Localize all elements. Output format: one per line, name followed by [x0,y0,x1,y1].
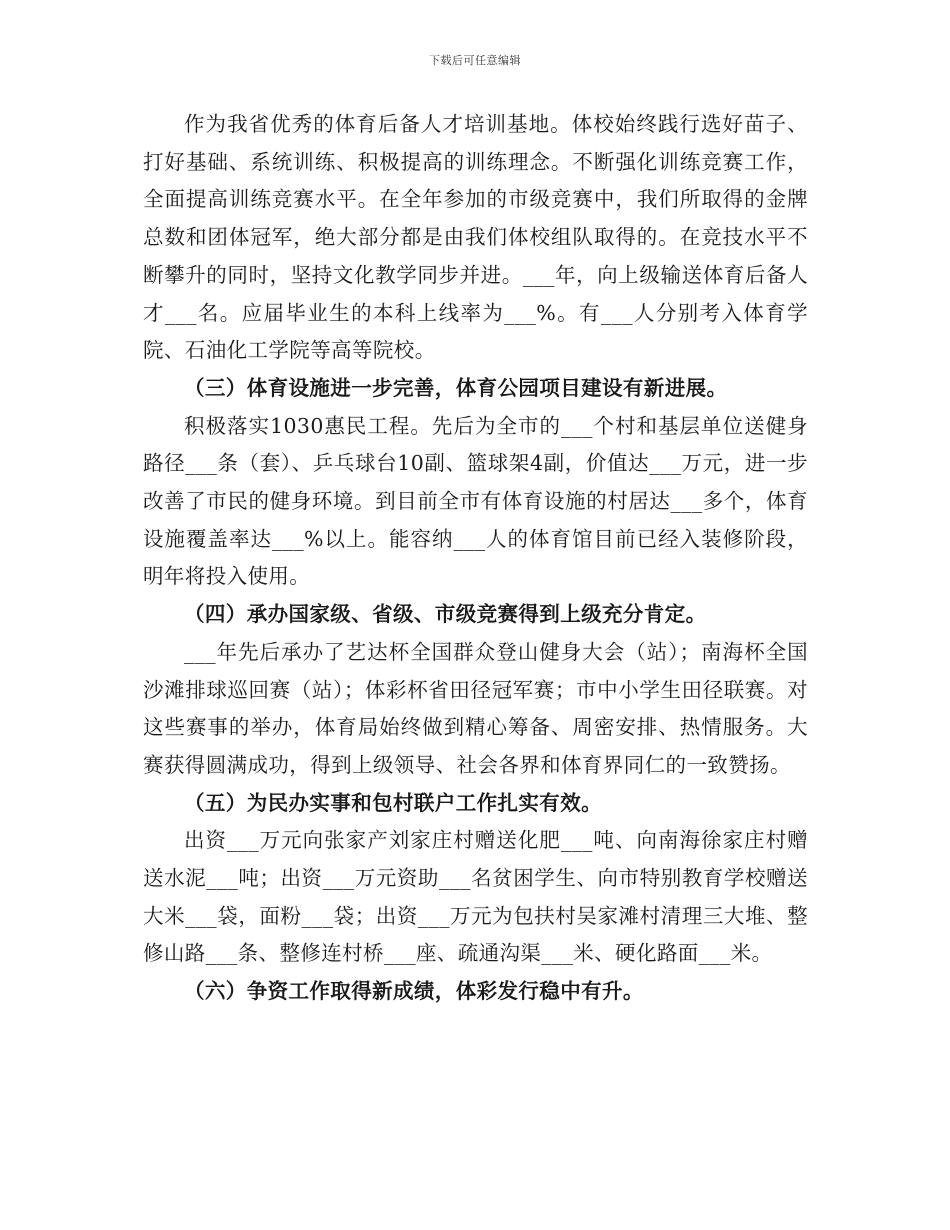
paragraph-public-service: 出资___万元向张家产刘家庄村赠送化肥___吨、向南海徐家庄村赠送水泥___吨；出资___万元资助___名贫困学生、向市特别教育学校赠送大米___袋，面粉___袋；出资___万元为包扶村吴家滩村清理三大堆、整修山路___条、整修连村桥___座、疏通沟渠___米、硬化路面___米。 [143,828,808,966]
section-heading-6: （六）争资工作取得新成绩，体彩发行稳中有升。 [184,979,644,1004]
paragraph-facilities: 积极落实1030惠民工程。先后为全市的___个村和基层单位送健身路径___条（套）、乒乓球台10副、篮球架4副，价值达___万元，进一步改善了市民的健身环境。到目前全市有体育设施的村居达___多个，体育设施覆盖率达___%以上。能容纳___人的体育馆目前已经入装修阶段，明年将投入使用。 [143,413,808,589]
section-heading-4: （四）承办国家级、省级、市级竞赛得到上级充分肯定。 [184,602,707,627]
page-header-note: 下载后可任意编辑 [429,54,521,67]
paragraph-training-base: 作为我省优秀的体育后备人才培训基地。体校始终践行选好苗子、打好基础、系统训练、积极提高的训练理念。不断强化训练竞赛工作，全面提高训练竞赛水平。在全年参加的市级竞赛中，我们所取得的金牌总数和团体冠军，绝大部分都是由我们体校组队取得的。在竞技水平不断攀升的同时，坚持文化教学同步并进。___年，向上级输送体育后备人才___名。应届毕业生的本科上线率为___%。有___人分别考入体育学院、石油化工学院等高等院校。 [143,112,808,363]
section-heading-3: （三）体育设施进一步完善，体育公园项目建设有新进展。 [184,375,728,400]
document-body [143,106,808,1011]
paragraph-competitions: ___年先后承办了艺达杯全国群众登山健身大会（站）；南海杯全国沙滩排球巡回赛（站）；体彩杯省田径冠军赛；市中小学生田径联赛。对这些赛事的举办，体育局始终做到精心筹备、周密安排、热情服务。大赛获得圆满成功，得到上级领导、社会各界和体育界同仁的一致赞扬。 [143,639,808,777]
section-heading-5: （五）为民办实事和包村联户工作扎实有效。 [184,790,602,815]
